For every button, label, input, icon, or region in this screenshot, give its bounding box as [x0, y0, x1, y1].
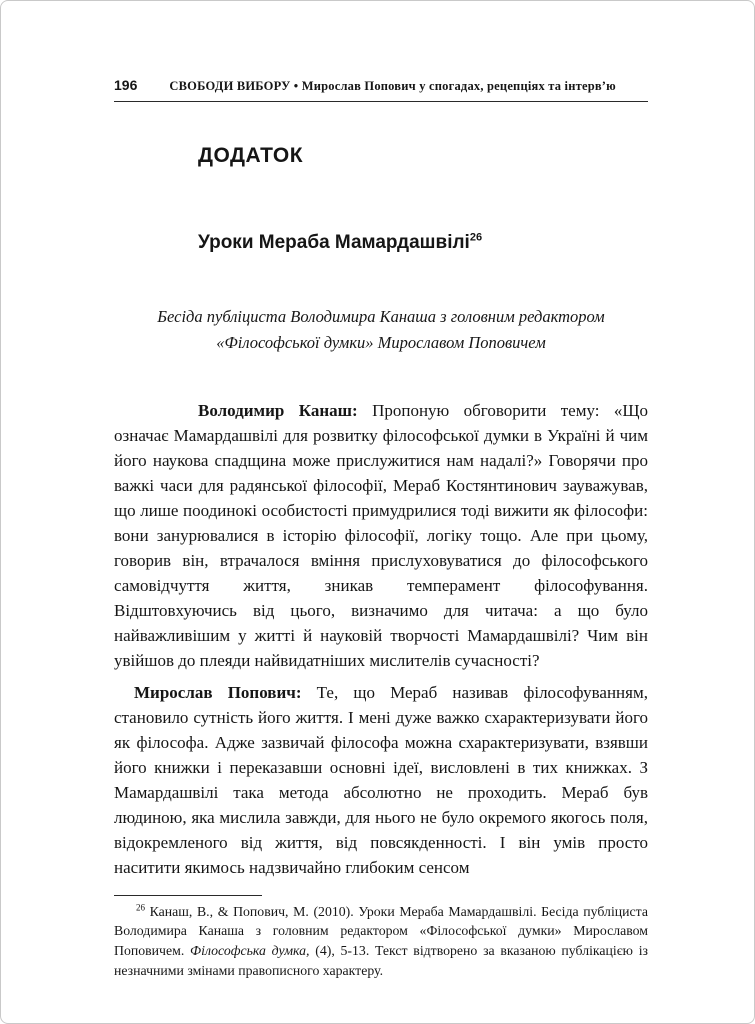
page-content — [114, 77, 648, 980]
footnote-text-after: (4), 5-13. Текст відтворено за вказаною публікацією із незначними змінами правописного характеру. — [114, 942, 649, 978]
footnote-text-before: Канаш, В., & Попович, М. (2010). Уроки Мераба Мамардашвілі. Бесіда публіциста Володимира Канаша з головним редактором «Філософської думки» Мирославом Поповичем. — [114, 903, 648, 958]
speaker-name: Мирослав Попович: — [134, 682, 302, 702]
footnote — [114, 902, 648, 980]
footnote-rule — [114, 895, 262, 896]
paragraph-text: Пропоную обговорити тему: «Що означає Мамардашвілі для розвитку філософської думки в Україні й чим його наукова спадщина може прислужитися нам надалі?» Говорячи про важкі часи для радянської філософії, Мераб Костянтинович зауважував, що лише поодинокі особистості примудрилися тоді вижити як філософи: вони занурювалися в історію філософії, логіку тощо. Але при цьому, говорив він, втрачалося вміння прислуховуватися до філософського самовідчуття життя, зникав темперамент філософування. Відштовхуючись від цього, визначимо для читача: а що було найважливішим у житті й науковій творчості Мамардашвілі? Чим він увійшов до плеяди найвидатніших мислителів сучасності? — [114, 401, 648, 670]
running-header-title: СВОБОДИ ВИБОРУ • Мирослав Попович у спогадах, рецепціях та інтерв’ю — [169, 79, 616, 93]
paragraph-popovych — [114, 681, 648, 881]
paragraph-kanash — [114, 399, 648, 674]
subtitle-line-2: «Філософської думки» Мирославом Поповичем — [216, 332, 546, 352]
footnote-journal-title: Філософська думка, — [190, 942, 310, 958]
article-subtitle — [114, 304, 648, 355]
speaker-name: Володимир Канаш: — [198, 401, 358, 421]
footnote-ref: 26 — [136, 902, 145, 913]
page-number: 196 — [114, 77, 138, 93]
article-title — [198, 232, 648, 254]
paragraph-text: Те, що Мераб називав філософуванням, становило сутність його життя. І мені дуже важко схарактеризувати його як філософа. Адже зазвичай філософа можна схарактеризувати, взявши його книжки і переказавши основні ідеї, висловлені в тих книжках. З Мамардашвілі така метода абсолютно не проходить. Мераб був людиною, яка мислила завжди, для нього не було окремого якогось поля, відокремленого від життя, від повсякденності. І він умів просто наситити якимось надзвичайно глибоким сенсом — [114, 682, 648, 877]
footnote-block — [114, 895, 648, 980]
article-title-text: Уроки Мераба Мамардашвілі — [198, 232, 470, 253]
article-title-footnote-ref: 26 — [469, 231, 483, 244]
section-title: ДОДАТОК — [198, 144, 304, 167]
running-header — [114, 77, 648, 102]
subtitle-line-1: Бесіда публіциста Володимира Канаша з головним редактором — [157, 307, 605, 326]
